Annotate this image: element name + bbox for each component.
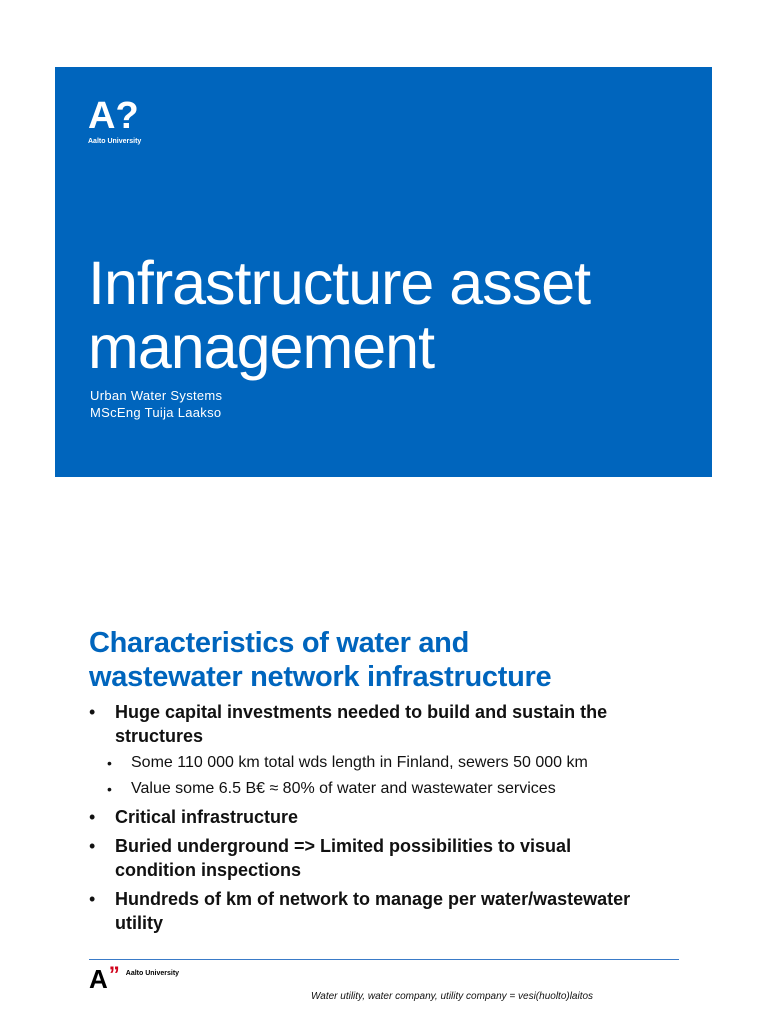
footer-aalto-logo bbox=[89, 962, 180, 994]
footer-divider bbox=[89, 959, 679, 960]
bullet-item bbox=[89, 700, 649, 800]
title-line-1: Infrastructure asset bbox=[88, 249, 591, 317]
bullet-item: • Buried underground => Limited possibilities to visual condition inspections bbox=[89, 834, 649, 882]
subtitle-author: MScEng Tuija Laakso bbox=[90, 405, 222, 420]
sub-bullet-item: • Some 110 000 km total wds length in Finland, sewers 50 000 km bbox=[89, 752, 649, 774]
slide-subtitle bbox=[90, 387, 222, 421]
sub-bullet-list bbox=[89, 752, 649, 800]
slide-title bbox=[88, 251, 590, 379]
title-slide bbox=[55, 67, 712, 477]
bullet-item: • Hundreds of km of network to manage per water/wastewater utility bbox=[89, 887, 649, 935]
footer-logo-mark: A bbox=[89, 964, 108, 994]
content-slide-title bbox=[89, 626, 551, 694]
logo-mark: A? bbox=[88, 95, 139, 137]
sub-bullet-item: • Value some 6.5 B€ ≈ 80% of water and wastewater services bbox=[89, 778, 649, 800]
bullet-list bbox=[89, 700, 649, 940]
content-title-line-1: Characteristics of water and bbox=[89, 627, 470, 659]
content-slide bbox=[55, 600, 712, 1024]
footnote: Water utility, water company, utility company = vesi(huolto)laitos bbox=[311, 991, 594, 1002]
footer-logo-text: Aalto University bbox=[125, 970, 180, 977]
title-line-2: management bbox=[88, 313, 435, 381]
aalto-logo bbox=[88, 97, 141, 146]
footer-logo-quote: ” bbox=[108, 962, 120, 987]
logo-text: Aalto University bbox=[88, 138, 142, 145]
subtitle-course: Urban Water Systems bbox=[90, 388, 223, 403]
bullet-text: Huge capital investments needed to build and sustain the structures bbox=[115, 702, 608, 746]
content-title-line-2: wastewater network infrastructure bbox=[89, 661, 552, 693]
bullet-item: • Critical infrastructure bbox=[89, 805, 649, 829]
